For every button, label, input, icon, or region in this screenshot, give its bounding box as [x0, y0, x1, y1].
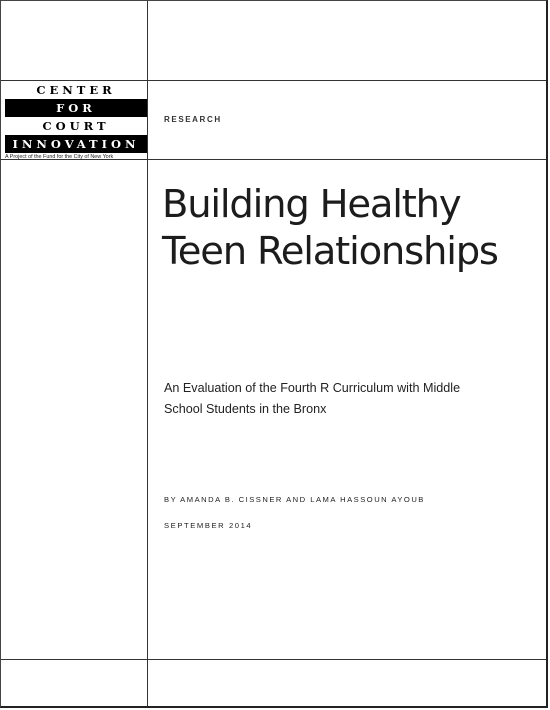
- author-byline: BY AMANDA B. CISSNER AND LAMA HASSOUN AYOUB: [164, 495, 425, 504]
- publication-date: SEPTEMBER 2014: [164, 521, 253, 530]
- subtitle-line-2: School Students in the Bronx: [164, 402, 327, 416]
- subtitle-line-1: An Evaluation of the Fourth R Curriculum with Middle: [164, 381, 461, 395]
- vertical-rule: [147, 1, 148, 706]
- section-label: RESEARCH: [164, 115, 222, 124]
- title-line-1: Building Healthy: [162, 182, 461, 227]
- center-for-court-innovation-logo: [5, 81, 147, 160]
- logo-line-for: FOR: [5, 99, 147, 117]
- logo-line-court: COURT: [5, 117, 147, 135]
- logo-line-center: CENTER: [5, 81, 147, 99]
- report-subtitle: [164, 378, 534, 420]
- bottom-horizontal-rule: [1, 659, 546, 660]
- logo-line-innovation: INNOVATION: [5, 135, 147, 153]
- logo-tagline: A Project of the Fund for the City of New York: [5, 154, 114, 160]
- title-line-2: Teen Relationships: [162, 229, 498, 274]
- report-title: [162, 181, 542, 275]
